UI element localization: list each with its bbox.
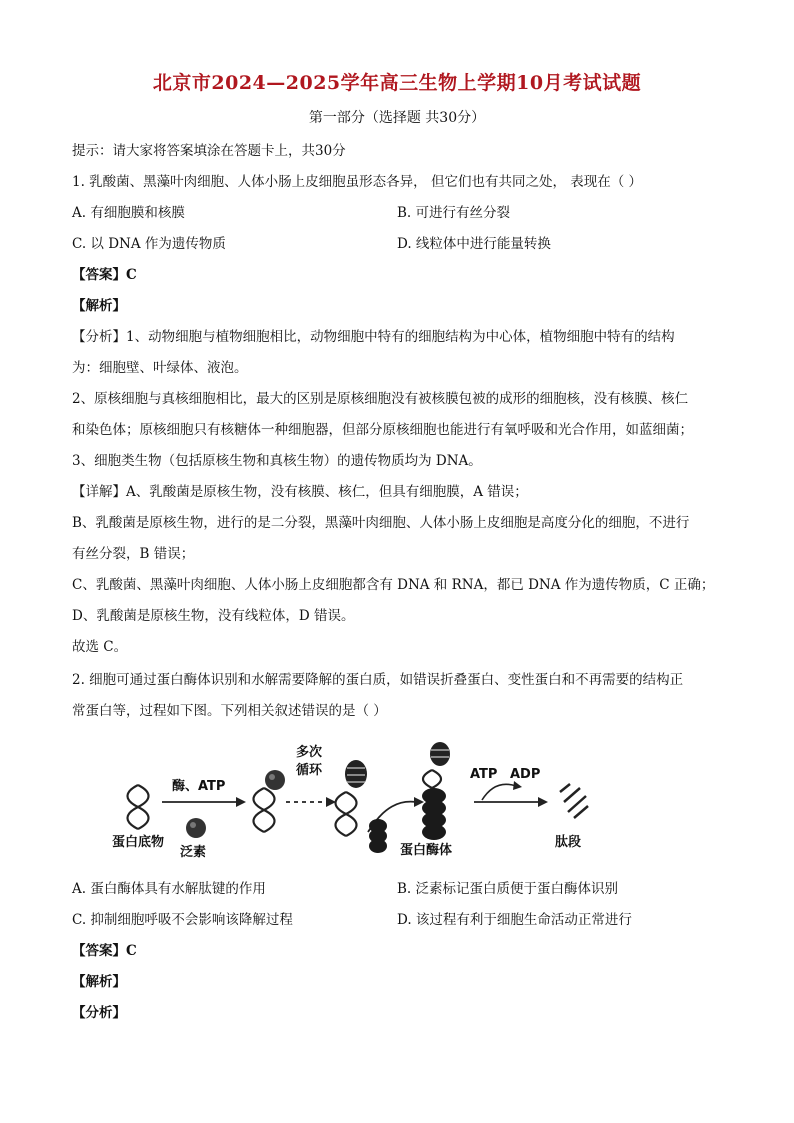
substrate-protein-icon <box>128 785 149 829</box>
section-subtitle: 第一部分（选择题 共30分） <box>308 110 486 126</box>
peptide-fragments-icon <box>560 784 588 818</box>
q2-stem-line: 2. 细胞可通过蛋白酶体识别和水解需要降解的蛋白质，如错误折叠蛋白、变性蛋白和不再需要的结构正 <box>72 672 684 688</box>
q2-answer: 【答案】C <box>72 943 137 959</box>
q1-analysis-line: 故选 C。 <box>72 639 128 655</box>
q1-analysis-line: 【分析】1、动物细胞与植物细胞相比，动物细胞中特有的细胞结构为中心体，植物细胞中特有的结构 <box>72 329 675 345</box>
q1-option-c: C. 以 DNA 作为遗传物质 <box>72 236 226 252</box>
ubiquitin-icon <box>186 818 206 838</box>
label-proteasome: 蛋白酶体 <box>400 843 453 858</box>
label-enzyme-atp: 酶、ATP <box>172 779 226 794</box>
q1-analysis-line: 和染色体；原核细胞只有核糖体一种细胞器，但部分原核细胞也能进行有氧呼吸和光合作用，如蓝细菌； <box>72 422 693 438</box>
q1-analysis-line: 3、细胞类生物（包括原核生物和真核生物）的遗传物质均为 DNA。 <box>72 453 482 469</box>
q1-answer: 【答案】C <box>72 267 137 283</box>
q1-analysis-line: B、乳酸菌是原核生物，进行的是二分裂，黑藻叶肉细胞、人体小肠上皮细胞是高度分化的细胞，不进行 <box>72 515 690 531</box>
page-title: 北京市2024—2025学年高三生物上学期10月考试试题 <box>152 72 642 94</box>
label-atp: ATP <box>470 767 498 782</box>
tagged-substrate-icon <box>254 788 275 832</box>
q1-analysis-line: 有丝分裂，B 错误； <box>72 546 195 562</box>
q1-analysis-line: 【详解】A、乳酸菌是原核生物，没有核膜、核仁，但具有细胞膜，A 错误； <box>72 484 528 500</box>
q1-analysis-header: 【解析】 <box>72 298 126 314</box>
proteasome-small-icon <box>369 819 387 853</box>
q1-option-b: B. 可进行有丝分裂 <box>397 205 511 221</box>
label-multi: 多次 <box>296 745 323 760</box>
proteasome-degradation-figure <box>100 730 600 870</box>
q1-analysis-line: C、乳酸菌、黑藻叶肉细胞、人体小肠上皮细胞都含有 DNA 和 RNA，都已 DNA 作为遗传物质，C 正确； <box>72 577 715 593</box>
q1-analysis-line: 为：细胞壁、叶绿体、液泡。 <box>72 360 248 376</box>
polyubiquitin-substrate-icon <box>336 792 357 836</box>
hint-text: 提示：请大家将答案填涂在答题卡上，共30分 <box>72 143 346 159</box>
label-peptide: 肽段 <box>555 835 582 850</box>
q2-stem-line: 常蛋白等，过程如下图。下列相关叙述错误的是（ ） <box>72 703 387 719</box>
q1-analysis-line: D、乳酸菌是原核生物，没有线粒体，D 错误。 <box>72 608 355 624</box>
q2-option-d: D. 该过程有利于细胞生命活动正常进行 <box>397 912 632 928</box>
q1-analysis-line: 2、原核细胞与真核细胞相比，最大的区别是原核细胞没有被核膜包被的成形的细胞核，没有核膜、核仁 <box>72 391 689 407</box>
q2-analysis-first: 【分析】 <box>72 1005 126 1021</box>
label-cycle: 循环 <box>296 763 323 778</box>
label-adp: ADP <box>510 767 541 782</box>
q2-analysis-header: 【解析】 <box>72 974 126 990</box>
q2-option-c: C. 抑制细胞呼吸不会影响该降解过程 <box>72 912 293 928</box>
q2-option-b: B. 泛素标记蛋白质便于蛋白酶体识别 <box>397 881 619 897</box>
q1-option-d: D. 线粒体中进行能量转换 <box>397 236 551 252</box>
proteasome-complex-icon <box>422 742 450 840</box>
label-substrate: 蛋白底物 <box>112 835 165 850</box>
label-ubiquitin: 泛素 <box>180 845 207 860</box>
q2-option-a: A. 蛋白酶体具有水解肽键的作用 <box>72 881 266 897</box>
q1-stem: 1. 乳酸菌、黑藻叶肉细胞、人体小肠上皮细胞虽形态各异， 但它们也有共同之处， 表现在（ ） <box>72 174 643 190</box>
arrow-head-icon <box>236 797 246 807</box>
curved-arrow-head-icon <box>414 797 424 807</box>
q1-option-a: A. 有细胞膜和核膜 <box>72 205 185 221</box>
final-arrow-head-icon <box>538 797 548 807</box>
